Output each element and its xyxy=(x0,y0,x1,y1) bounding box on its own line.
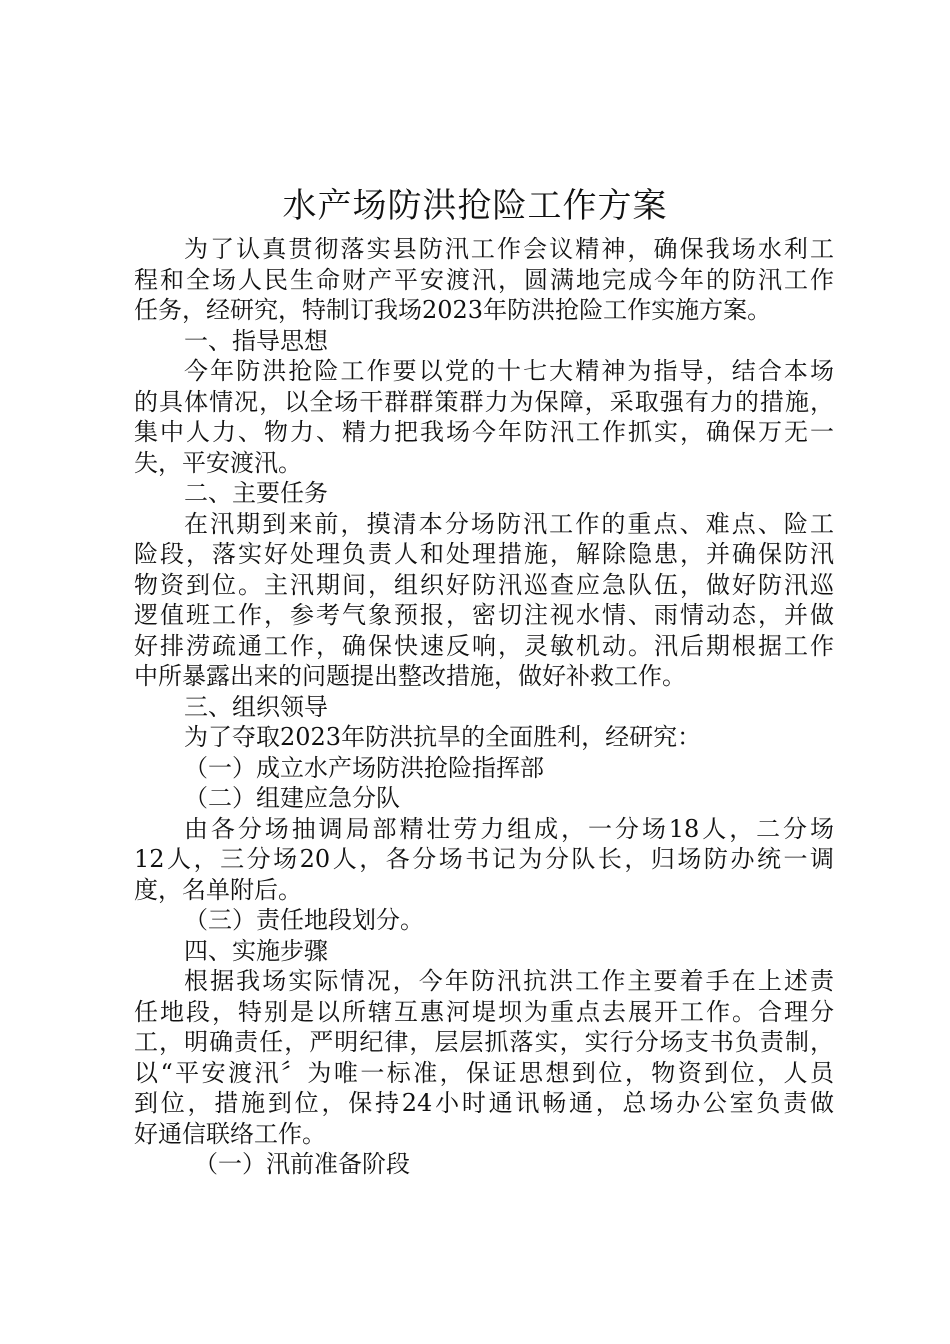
document-body xyxy=(134,234,834,1180)
paragraph-line: 险段，落实好处理负责人和处理措施，解除隐患，并确保防汛 xyxy=(134,540,834,568)
paragraph-line: 失，平安渡汛。 xyxy=(134,448,302,477)
paragraph-line: 为了认真贯彻落实县防汛工作会议精神，确保我场水利工 xyxy=(184,235,834,263)
sub-heading: （三）责任地段划分。 xyxy=(184,906,424,934)
sub-heading: （二）组建应急分队 xyxy=(184,784,400,812)
paragraph-line: 由各分场抽调局部精壮劳力组成，一分场18人，二分场 xyxy=(184,814,834,843)
paragraph-line: 度，名单附后。 xyxy=(134,875,302,904)
paragraph-line: 好排涝疏通工作，确保快速反响，灵敏机动。汛后期根据工作 xyxy=(134,631,834,660)
paragraph-line: 12人，三分场20人，各分场书记为分队长，归场防办统一调 xyxy=(134,845,834,873)
section-heading: 四、实施步骤 xyxy=(184,936,328,965)
paragraph-line: 程和全场人民生命财产平安渡汛，圆满地完成今年的防汛工作 xyxy=(134,265,834,294)
paragraph-line: 以“平安渡汛〞为唯一标准，保证思想到位，物资到位，人员 xyxy=(134,1058,834,1087)
paragraph-line: 到位，措施到位，保持24小时通讯畅通，总场办公室负责做 xyxy=(134,1089,834,1117)
paragraph-line: 今年防洪抢险工作要以党的十七大精神为指导，结合本场 xyxy=(184,357,834,385)
section-heading: 一、指导思想 xyxy=(184,326,328,355)
paragraph-line: 任务，经研究，特制订我场2023年防洪抢险工作实施方案。 xyxy=(134,296,772,324)
paragraph-line: 根据我场实际情况，今年防汛抗洪工作主要着手在上述责 xyxy=(184,967,834,995)
paragraph-line: 在汛期到来前，摸清本分场防汛工作的重点、难点、险工 xyxy=(184,509,834,538)
paragraph-line: 为了夺取2023年防洪抗旱的全面胜利，经研究： xyxy=(184,723,702,751)
paragraph-line: 中所暴露出来的问题提出整改措施，做好补救工作。 xyxy=(134,662,686,690)
paragraph-line: 逻值班工作，参考气象预报，密切注视水情、雨情动态，并做 xyxy=(134,601,834,629)
section-heading: 二、主要任务 xyxy=(184,479,328,507)
paragraph-line: 的具体情况，以全场干群群策群力为保障，采取强有力的措施， xyxy=(134,387,834,416)
paragraph-line: 工，明确责任，严明纪律，层层抓落实，实行分场支书负责制， xyxy=(134,1028,834,1056)
paragraph-line: 好通信联络工作。 xyxy=(134,1119,326,1148)
section-heading: 三、组织领导 xyxy=(184,692,328,721)
paragraph-line: 物资到位。主汛期间，组织好防汛巡查应急队伍，做好防汛巡 xyxy=(134,570,834,599)
paragraph-line: 集中人力、物力、精力把我场今年防汛工作抓实，确保万无一 xyxy=(134,418,834,446)
paragraph-line: 任地段，特别是以所辖互惠河堤坝为重点去展开工作。合理分 xyxy=(134,997,834,1026)
sub-heading: （一）成立水产场防洪抢险指挥部 xyxy=(184,753,544,782)
document-title: 水产场防洪抢险工作方案 xyxy=(282,186,668,226)
sub-heading: （一）汛前准备阶段 xyxy=(194,1150,410,1178)
